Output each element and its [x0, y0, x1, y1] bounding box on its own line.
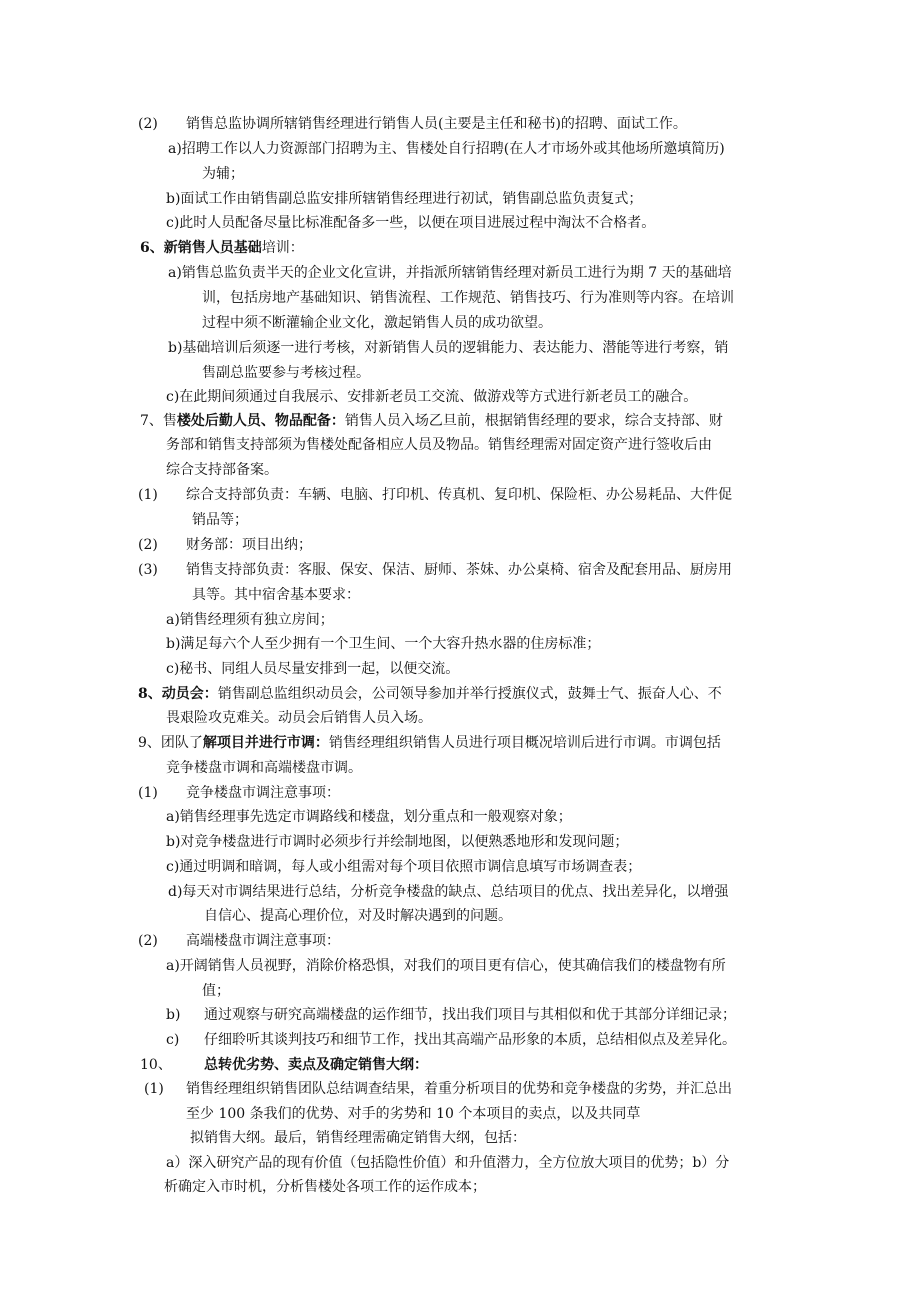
heading-bold: 楼处后勤人员、物品配备： [176, 413, 345, 429]
section-heading [140, 411, 723, 431]
item-number: 10、 [140, 1057, 172, 1073]
text-line: a）深入研究产品的现有价值（包括隐性价值）和升值潜力，全方位放大项目的优势；b）分 [166, 1155, 730, 1171]
text-line: 竞争楼盘市调注意事项： [186, 785, 340, 801]
text-line: 高端楼盘市调注意事项： [186, 933, 340, 949]
item-number: (2) [138, 537, 158, 553]
text-line: b)面试工作由销售副总监安排所辖销售经理进行初试，销售副总监负责复式； [166, 191, 643, 207]
text-line: 析确定入市时机，分析售楼处各项工作的运作成本； [164, 1179, 486, 1195]
text-line: b)基础培训后须逐一进行考核，对新销售人员的逻辑能力、表达能力、潜能等进行考察，销 [168, 340, 729, 356]
text-line: 自信心、提高心理价位，对及时解决遇到的问题。 [204, 908, 512, 924]
text-line: 至少 100 条我们的优势、对手的劣势和 10 个本项目的卖点，以及共同草 [186, 1106, 641, 1122]
text-line: 务部和销售支持部须为售楼处配备相应人员及物品。销售经理需对固定资产进行签收后由 [166, 437, 712, 453]
section-heading [138, 733, 721, 753]
heading-number: 7、售 [140, 413, 177, 429]
heading-bold: 动员会： [161, 686, 218, 702]
text-line: 通过观察与研究高端楼盘的运作细节，找出我们项目与其相似和优于其部分详细记录； [204, 1007, 736, 1023]
heading-text: 销售人员入场乙旦前，根据销售经理的要求，综合支持部、财 [344, 413, 723, 429]
text-line: 畏艰险攻克难关。动员会后销售人员入场。 [166, 710, 432, 726]
text-line: 竞争楼盘市调和高端楼盘市调。 [166, 760, 362, 776]
heading-number: 8、 [138, 686, 162, 702]
text-line: c)通过明调和暗调，每人或小组需对每个项目依照市调信息填写市场调查表； [166, 859, 642, 875]
item-number: (2) [138, 116, 158, 132]
text-line: 销售支持部负责：客服、保安、保洁、厨师、茶妹、办公桌椅、宿舍及配套用品、厨房用 [186, 562, 732, 578]
text-line: a)销售经理事先选定市调路线和楼盘，划分重点和一般观察对象； [166, 809, 572, 825]
item-number: (1) [144, 1081, 164, 1097]
text-line: 销售经理组织销售团队总结调查结果，着重分析项目的优势和竞争楼盘的劣势，并汇总出 [186, 1081, 732, 1097]
text-line: 综合支持部备案。 [166, 462, 278, 478]
text-line: c)此时人员配备尽量比标准配备多一些，以便在项目进展过程中淘汰不合格者。 [166, 215, 656, 231]
heading-bold: 新销售人员基础 [163, 240, 262, 256]
text-line: 销品等； [192, 512, 248, 528]
text-line: 过程中须不断灌输企业文化，激起销售人员的成功欲望。 [202, 315, 552, 331]
heading-text: 培训： [261, 240, 304, 256]
item-number: (1) [138, 487, 158, 503]
heading-number: 6、 [140, 240, 164, 256]
text-line: 仔细聆听其谈判技巧和细节工作，找出其高端产品形象的本质，总结相似点及差异化。 [204, 1032, 736, 1048]
text-line: c)秘书、同组人员尽量安排到一起，以便交流。 [166, 661, 460, 677]
text-line: 为辅； [202, 166, 244, 182]
section-heading [140, 238, 304, 258]
text-line: a)开阔销售人员视野，消除价格恐惧，对我们的项目更有信心，使其确信我们的楼盘物有所 [166, 958, 726, 974]
text-line: b)满足每六个人至少拥有一个卫生间、一个大容升热水器的住房标准； [166, 636, 601, 652]
text-line: a)销售总监负责半天的企业文化宣讲，并指派所辖销售经理对新员工进行为期 7 天的基础培 [168, 265, 732, 281]
text-line: 综合支持部负责：车辆、电脑、打印机、传真机、复印机、保险柜、办公易耗品、大件促 [186, 487, 732, 503]
section-heading [138, 684, 722, 704]
text-line: a)销售经理须有独立房间； [166, 612, 334, 628]
text-line: 具等。其中宿舍基本要求： [192, 587, 360, 603]
text-line: 拟销售大纲。最后，销售经理需确定销售大纲，包括： [190, 1130, 526, 1146]
text-line: 销售总监协调所辖销售经理进行销售人员(主要是主任和秘书)的招聘、面试工作。 [186, 116, 687, 132]
item-number: b) [166, 1007, 181, 1023]
text-line: 财务部：项目出纳； [186, 537, 312, 553]
heading-bold: 解项目并进行市调： [202, 735, 329, 751]
text-line: b)对竞争楼盘进行市调时必须步行并绘制地图，以便熟悉地形和发现问题； [166, 834, 629, 850]
item-number: (1) [138, 785, 158, 801]
text-line: a)招聘工作以人力资源部门招聘为主、售楼处自行招聘(在人才市场外或其他场所邀填简历) [168, 141, 725, 157]
text-line: 值； [202, 983, 230, 999]
item-number: (3) [138, 562, 158, 578]
heading-text: 销售副总监组织动员会，公司领导参加并举行授旗仪式，鼓舞士气、振奋人心、不 [217, 686, 722, 702]
text-line: 训，包括房地产基础知识、销售流程、工作规范、销售技巧、行为准则等内容。在培训 [202, 290, 734, 306]
heading-text: 销售经理组织销售人员进行项目概况培训后进行市调。市调包括 [328, 735, 721, 751]
text-line: c)在此期间须通过自我展示、安排新老员工交流、做游戏等方式进行新老员工的融合。 [166, 389, 698, 405]
heading-number: 9、团队了 [138, 735, 203, 751]
item-number: (2) [138, 933, 158, 949]
text-line: 售副总监要参与考核过程。 [202, 365, 370, 381]
section-heading-bold: 总转优劣势、卖点及确定销售大纲： [204, 1057, 428, 1073]
item-number: c) [166, 1032, 180, 1048]
text-line: d)每天对市调结果进行总结，分析竞争楼盘的缺点、总结项目的优点、找出差异化，以增强 [168, 884, 729, 900]
